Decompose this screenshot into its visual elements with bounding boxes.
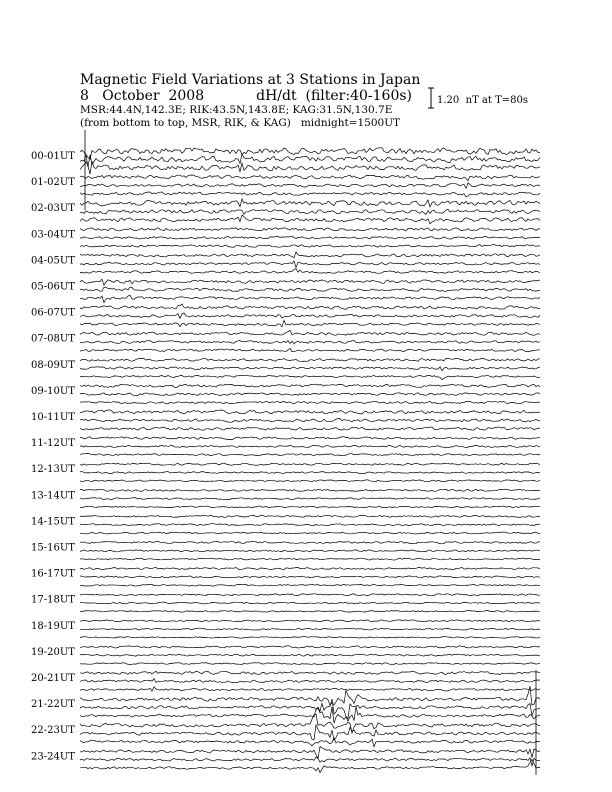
trace-RIK <box>80 183 540 189</box>
trace-MSR <box>80 330 540 335</box>
trace-RIK <box>80 419 540 423</box>
hour-row-09-10UT <box>31 384 540 404</box>
trace-KAG <box>80 192 540 197</box>
trace-RIK <box>80 445 540 447</box>
trace-MSR <box>80 175 540 181</box>
trace-MSR <box>80 410 540 414</box>
trace-RIK <box>80 654 540 656</box>
scale-label: 1.20 nT at T=80s <box>437 95 528 106</box>
trace-MSR <box>80 384 540 387</box>
hour-label: 22-23UT <box>31 725 75 737</box>
trace-KAG <box>80 707 540 724</box>
trace-MSR <box>80 228 540 231</box>
hour-row-21-22UT <box>31 686 540 723</box>
trace-KAG <box>80 558 540 560</box>
trace-KAG <box>80 215 540 224</box>
trace-RIK <box>80 524 540 526</box>
trace-MSR <box>80 463 540 465</box>
trace-RIK <box>80 679 540 683</box>
trace-KAG <box>80 687 540 691</box>
trace-KAG <box>80 245 540 248</box>
trace-MSR <box>80 567 540 569</box>
hour-row-11-12UT <box>31 437 540 456</box>
trace-KAG <box>80 454 540 456</box>
trace-MSR <box>80 541 540 544</box>
trace-MSR <box>80 199 540 207</box>
trace-KAG <box>80 506 540 508</box>
trace-MSR <box>80 747 540 759</box>
hour-row-16-17UT <box>31 567 540 586</box>
trace-RIK <box>80 725 540 740</box>
hour-label: 18-19UT <box>31 620 75 632</box>
hour-label: 17-18UT <box>31 594 75 606</box>
hour-label: 20-21UT <box>31 673 75 684</box>
trace-MSR <box>80 437 540 440</box>
hour-row-07-08UT <box>31 330 540 351</box>
trace-KAG <box>80 759 540 772</box>
hour-label: 10-11UT <box>31 412 75 423</box>
hour-row-23-24UT <box>31 747 540 773</box>
trace-KAG <box>80 637 540 639</box>
hour-label: 11-12UT <box>31 438 75 450</box>
hour-row-03-04UT <box>31 228 540 248</box>
trace-RIK <box>80 367 540 371</box>
trace-MSR <box>80 148 540 159</box>
hour-label: 02-03UT <box>31 203 75 215</box>
hour-row-00-01UT <box>31 148 540 174</box>
trace-MSR <box>80 489 540 491</box>
trace-RIK <box>80 261 540 268</box>
trace-MSR <box>80 358 540 361</box>
date-text: 8 October 2008 <box>80 88 205 104</box>
trace-KAG <box>80 738 540 747</box>
hour-row-13-14UT <box>31 489 540 508</box>
hour-rows <box>31 130 540 775</box>
trace-MSR <box>80 515 540 517</box>
chart-title: Magnetic Field Variations at 3 Stations in Japan <box>80 72 421 88</box>
hour-row-08-09UT <box>31 358 540 379</box>
hour-label: 04-05UT <box>31 255 75 267</box>
trace-MSR <box>80 620 540 622</box>
trace-RIK <box>80 236 540 239</box>
trace-KAG <box>80 269 540 274</box>
trace-RIK <box>80 393 540 396</box>
trace-MSR <box>80 279 540 285</box>
hour-label: 01-02UT <box>31 177 75 189</box>
trace-RIK <box>80 287 540 291</box>
hour-row-04-05UT <box>31 252 540 273</box>
hour-row-17-18UT <box>31 594 540 612</box>
hour-label: 03-04UT <box>31 229 75 241</box>
trace-MSR <box>80 646 540 648</box>
trace-RIK <box>80 550 540 552</box>
hour-row-12-13UT <box>31 463 540 482</box>
trace-KAG <box>80 349 540 352</box>
hour-label: 19-20UT <box>31 646 75 658</box>
hour-label: 21-22UT <box>31 699 75 711</box>
trace-RIK <box>80 209 540 214</box>
trace-KAG <box>80 663 540 665</box>
trace-RIK <box>80 628 540 630</box>
trace-KAG <box>80 584 540 586</box>
trace-RIK <box>80 602 540 604</box>
hour-label: 23-24UT <box>31 751 75 763</box>
trace-MSR <box>80 304 540 309</box>
hour-row-18-19UT <box>31 620 540 638</box>
trace-RIK <box>80 576 540 578</box>
trace-RIK <box>80 341 540 344</box>
trace-KAG <box>80 295 540 302</box>
trace-MSR <box>80 671 540 674</box>
hour-row-10-11UT <box>31 410 540 430</box>
trace-RIK <box>80 313 540 319</box>
hour-label: 16-17UT <box>31 568 75 580</box>
trace-MSR <box>80 594 540 596</box>
quantity-text: dH/dt (filter:40-160s) <box>256 88 412 104</box>
trace-KAG <box>80 161 540 174</box>
hour-label: 07-08UT <box>31 333 75 345</box>
hour-row-14-15UT <box>31 515 540 534</box>
stations-line: MSR:44.4N,142.3E; RIK:43.5N,143.8E; KAG:31.5N,130.7E <box>80 104 393 116</box>
trace-KAG <box>80 427 540 430</box>
hour-row-01-02UT <box>31 175 540 197</box>
hour-label: 15-16UT <box>31 542 75 554</box>
hour-row-05-06UT <box>31 279 540 302</box>
trace-MSR <box>80 714 540 733</box>
trace-KAG <box>80 401 540 404</box>
hour-label: 13-14UT <box>31 490 75 502</box>
hour-label: 00-01UT <box>31 151 75 162</box>
trace-RIK <box>80 472 540 474</box>
hour-row-22-23UT <box>31 714 540 747</box>
hour-row-06-07UT <box>31 304 540 327</box>
hour-label: 14-15UT <box>31 516 75 528</box>
trace-KAG <box>80 532 540 534</box>
trace-KAG <box>80 480 540 482</box>
hour-label: 06-07UT <box>31 307 75 319</box>
hour-label: 09-10UT <box>31 385 75 397</box>
trace-RIK <box>80 154 540 167</box>
trace-KAG <box>80 320 540 326</box>
trace-KAG <box>80 375 540 380</box>
trace-RIK <box>80 757 540 766</box>
hour-row-19-20UT <box>31 646 540 665</box>
hour-label: 12-13UT <box>31 464 75 476</box>
hour-row-02-03UT <box>31 199 540 224</box>
hour-row-20-21UT <box>31 671 540 691</box>
trace-KAG <box>80 610 540 612</box>
trace-RIK <box>80 498 540 500</box>
trace-MSR <box>80 252 540 258</box>
hour-row-15-16UT <box>31 541 540 560</box>
order-line: (from bottom to top, MSR, RIK, & KAG) midnight=1500UT <box>80 117 401 129</box>
hour-label: 05-06UT <box>31 281 75 293</box>
hour-label: 08-09UT <box>31 359 75 371</box>
